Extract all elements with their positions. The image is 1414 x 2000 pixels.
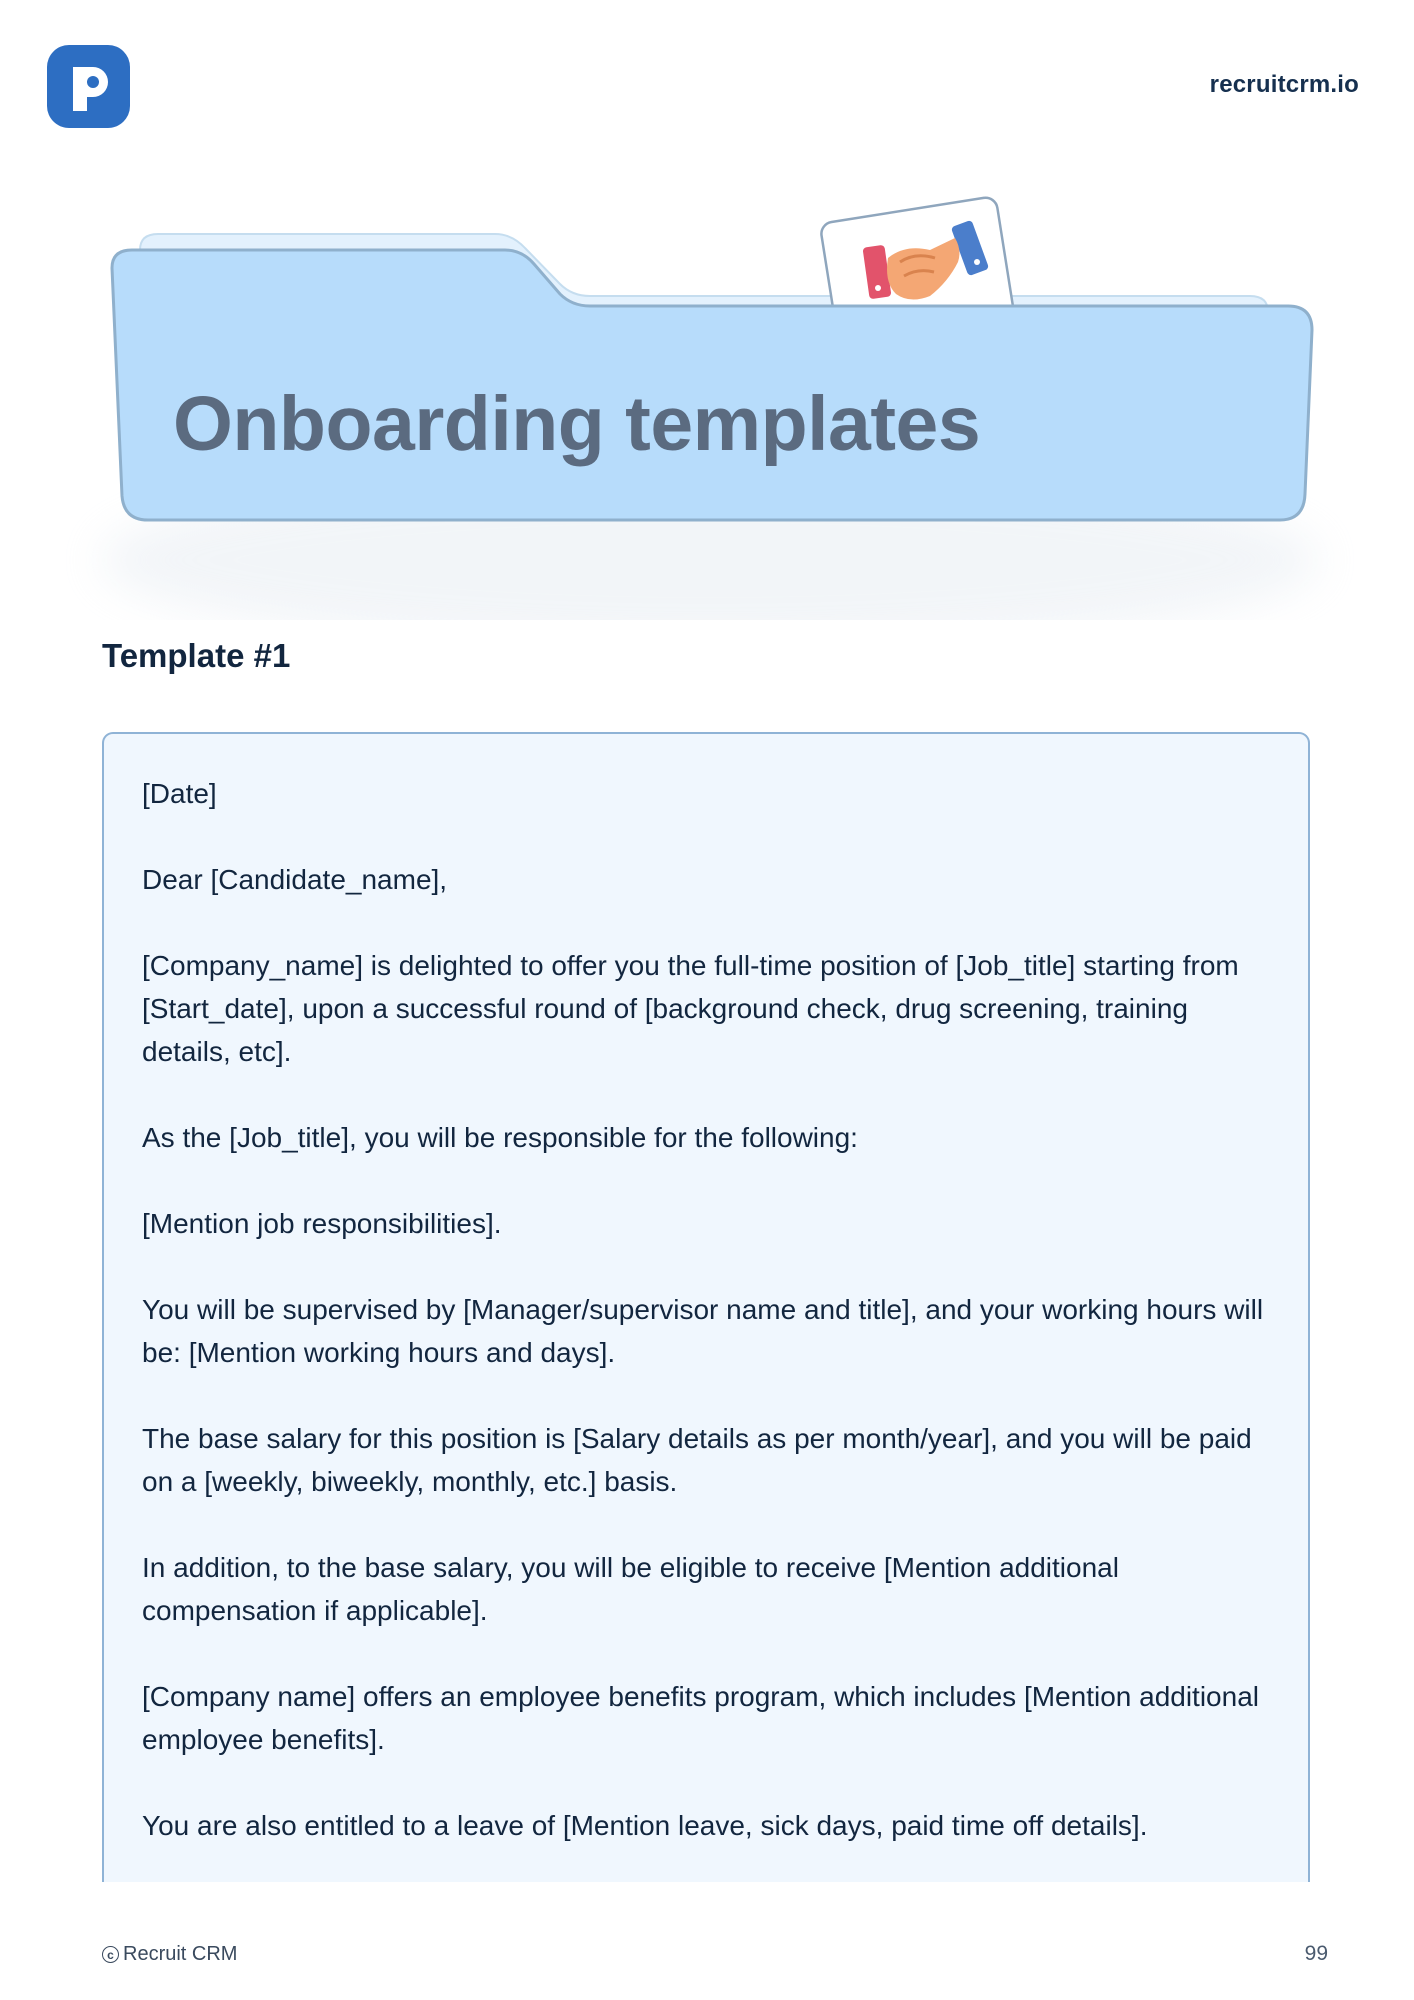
- letter-paragraph: The base salary for this position is [Salary details as per month/year], and you will be paid on a [weekly, biweekly, monthly, etc.] basis.: [142, 1423, 1252, 1497]
- template-heading: Template #1: [102, 637, 291, 674]
- letter-paragraph: [Company_name] is delighted to offer you the full-time position of [Job_title] starting from [Start_date], upon a successful round of [background check, drug screening, training details, etc].: [142, 950, 1239, 1067]
- page-title: Onboarding templates: [173, 381, 981, 467]
- letter-paragraph: You are also entitled to a leave of [Mention leave, sick days, paid time off details].: [142, 1810, 1148, 1841]
- letter-body: [142, 772, 1272, 1890]
- folder-graphic: [0, 0, 1414, 620]
- footer-copyright: [102, 1943, 237, 1966]
- letter-paragraph: As the [Job_title], you will be responsible for the following:: [142, 1122, 858, 1153]
- letter-paragraph: [Date]: [142, 778, 217, 809]
- folder-banner: [0, 0, 1414, 620]
- template-letter-box: [102, 732, 1310, 1882]
- copyright-icon: c: [102, 1946, 119, 1963]
- letter-paragraph: You will be supervised by [Manager/supervisor name and title], and your working hours will be: [Mention working hours and days].: [142, 1294, 1264, 1368]
- letter-paragraph: Dear [Candidate_name],: [142, 864, 448, 895]
- footer-brand: Recruit CRM: [123, 1943, 238, 1965]
- site-domain[interactable]: recruitcrm.io: [1209, 71, 1359, 98]
- page-number: 99: [1304, 1942, 1328, 1965]
- letter-paragraph: [Mention job responsibilities].: [142, 1208, 502, 1239]
- letter-paragraph: In addition, to the base salary, you will be eligible to receive [Mention additional compensation if applicable].: [142, 1552, 1119, 1626]
- letter-paragraph: [Company name] offers an employee benefits program, which includes [Mention additional employee benefits].: [142, 1681, 1259, 1755]
